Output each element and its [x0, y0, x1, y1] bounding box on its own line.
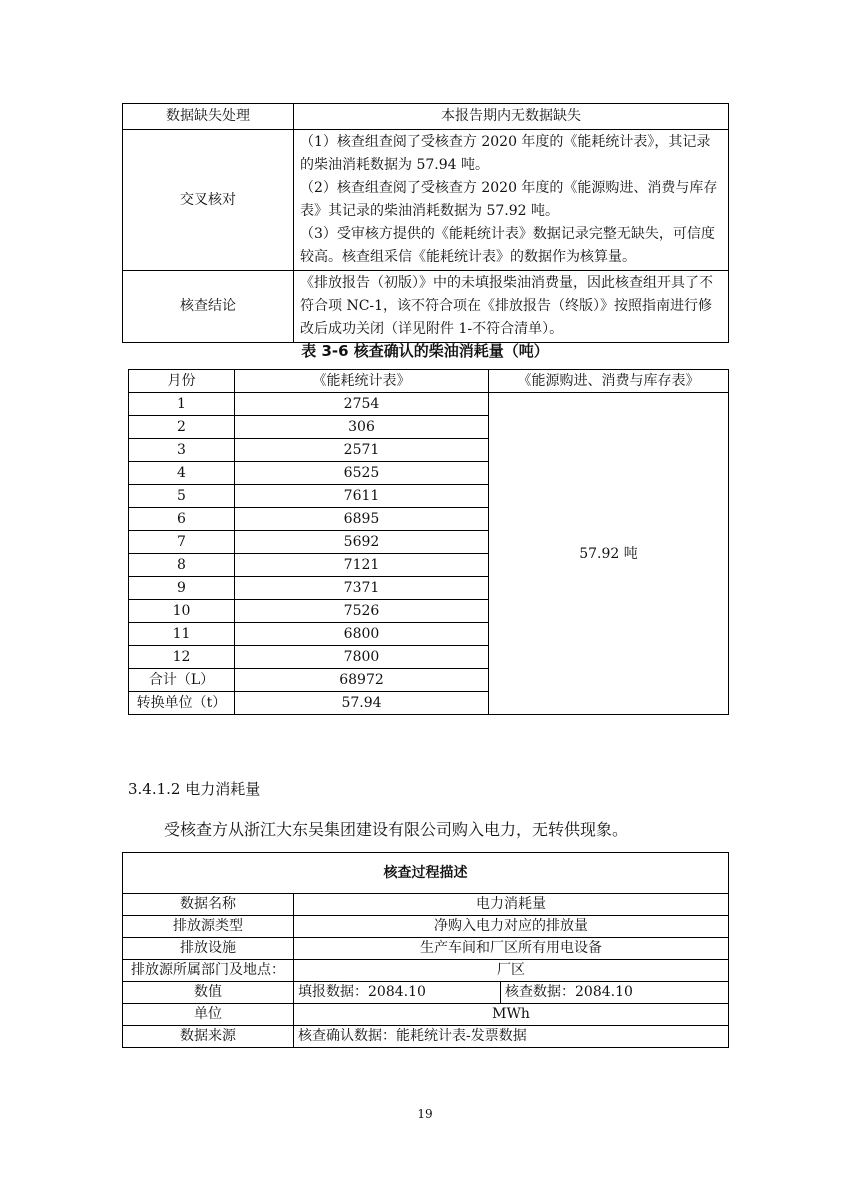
- month-cell: 10: [129, 600, 235, 623]
- total-label-cell: 合计（L）: [129, 669, 235, 692]
- row-label: 排放源类型: [123, 916, 294, 938]
- row-label: 排放源所属部门及地点：: [123, 960, 294, 982]
- value-cell: 2754: [235, 393, 489, 416]
- value-cell: 6895: [235, 508, 489, 531]
- total-value-cell: 68972: [235, 669, 489, 692]
- table-row: [129, 393, 729, 416]
- verification-process-table: [122, 852, 729, 1048]
- value-cell: 6800: [235, 623, 489, 646]
- row-label: 单位: [123, 1004, 294, 1026]
- month-cell: 11: [129, 623, 235, 646]
- conversion-label-cell: 转换单位（t）: [129, 692, 235, 715]
- value-cell: 7371: [235, 577, 489, 600]
- column-header: 《能源购进、消费与库存表》: [489, 370, 729, 393]
- table-row: [123, 104, 729, 130]
- row-value: 生产车间和厂区所有用电设备: [294, 938, 729, 960]
- month-cell: 4: [129, 462, 235, 485]
- cross-check-item: （3）受审核方提供的《能耗统计表》数据记录完整无缺失，可信度较高。核查组采信《能耗统计表》的数据作为核算量。: [300, 226, 715, 265]
- table-row: [123, 1004, 729, 1026]
- row-content: [294, 130, 729, 271]
- month-cell: 5: [129, 485, 235, 508]
- month-cell: 7: [129, 531, 235, 554]
- column-header: 月份: [129, 370, 235, 393]
- row-label: 交叉核对: [123, 130, 294, 271]
- row-label: 数据缺失处理: [123, 104, 294, 130]
- row-value: 电力消耗量: [294, 894, 729, 916]
- table-row: [123, 271, 729, 343]
- source-value: 核查确认数据：能耗统计表-发票数据: [294, 1026, 729, 1048]
- month-cell: 9: [129, 577, 235, 600]
- month-cell: 2: [129, 416, 235, 439]
- table-row: [123, 1026, 729, 1048]
- value-cell: 7526: [235, 600, 489, 623]
- table-row: [123, 982, 729, 1004]
- month-cell: 3: [129, 439, 235, 462]
- unit-value: MWh: [294, 1004, 729, 1026]
- table-row: [123, 916, 729, 938]
- month-cell: 12: [129, 646, 235, 669]
- verified-value: 核查数据：2084.10: [501, 982, 729, 1004]
- cross-check-item: （1）核查组查阅了受核查方 2020 年度的《能耗统计表》，其记录的柴油消耗数据为 57.94 吨。: [300, 134, 711, 173]
- diesel-consumption-table: [128, 369, 729, 715]
- row-label: 数据来源: [123, 1026, 294, 1048]
- table-header-row: [123, 853, 729, 894]
- value-cell: 5692: [235, 531, 489, 554]
- table-row: [123, 938, 729, 960]
- value-cell: 2571: [235, 439, 489, 462]
- row-value: 净购入电力对应的排放量: [294, 916, 729, 938]
- value-cell: 6525: [235, 462, 489, 485]
- conversion-value-cell: 57.94: [235, 692, 489, 715]
- table-row: [123, 130, 729, 271]
- value-cell: 7611: [235, 485, 489, 508]
- table-row: [123, 894, 729, 916]
- table-title: 表 3-6 核查确认的柴油消耗量（吨）: [301, 342, 549, 360]
- table-header-row: [129, 370, 729, 393]
- section-heading: 3.4.1.2 电力消耗量: [128, 780, 261, 798]
- cross-check-item: （2）核查组查阅了受核查方 2020 年度的《能源购进、消费与库存表》其记录的柴油消耗数据为 57.92 吨。: [300, 180, 718, 219]
- row-content: 《排放报告（初版）》中的未填报柴油消费量，因此核查组开具了不符合项 NC-1，该不符合项在《排放报告（终版）》按照指南进行修改后成功关闭（详见附件 1-不符合清单）。: [294, 271, 729, 343]
- row-label: 核查结论: [123, 271, 294, 343]
- value-cell: 7121: [235, 554, 489, 577]
- table-row: [123, 960, 729, 982]
- section-paragraph: 受核查方从浙江大东吴集团建设有限公司购入电力，无转供现象。: [164, 820, 629, 839]
- table-header: 核查过程描述: [123, 853, 729, 894]
- value-cell: 306: [235, 416, 489, 439]
- column-header: 《能耗统计表》: [235, 370, 489, 393]
- row-label: 排放设施: [123, 938, 294, 960]
- data-handling-table: [122, 103, 729, 343]
- row-label: 数值: [123, 982, 294, 1004]
- merged-value-cell: 57.92 吨: [489, 393, 729, 715]
- row-content: 本报告期内无数据缺失: [294, 104, 729, 130]
- month-cell: 6: [129, 508, 235, 531]
- month-cell: 1: [129, 393, 235, 416]
- month-cell: 8: [129, 554, 235, 577]
- page-number: 19: [417, 1107, 433, 1121]
- value-cell: 7800: [235, 646, 489, 669]
- row-value: 厂区: [294, 960, 729, 982]
- reported-value: 填报数据：2084.10: [294, 982, 501, 1004]
- row-label: 数据名称: [123, 894, 294, 916]
